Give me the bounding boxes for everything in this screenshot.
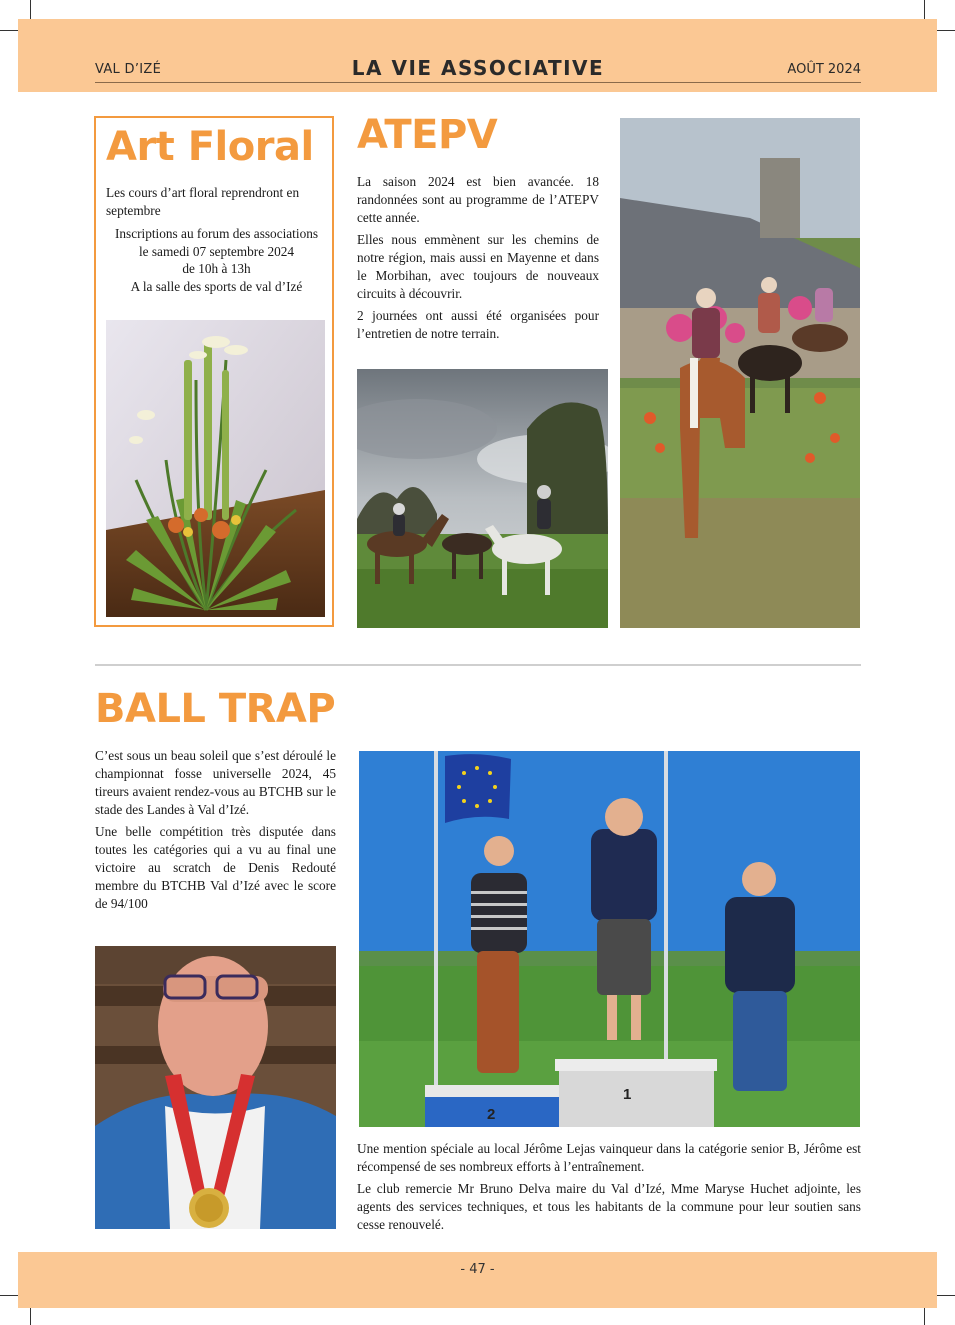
page-number: - 47 - xyxy=(460,1262,495,1277)
crop-mark xyxy=(30,0,31,20)
atepv-text xyxy=(357,173,599,347)
header-date: AOÛT 2024 xyxy=(787,62,861,77)
crop-mark xyxy=(0,30,20,31)
art-floral-line: le samedi 07 septembre 2024 xyxy=(138,243,295,259)
ball-trap-text xyxy=(95,747,336,917)
footer-band xyxy=(18,1252,937,1308)
page-header xyxy=(95,58,861,83)
art-floral-title: Art Floral xyxy=(106,124,314,170)
atepv-paragraph: Elles nous emmènent sur les chemins de notre région, mais aussi en Mayenne et dans le Morbihan, avec toujours de nouveaux circuits à découvrir. xyxy=(357,232,599,301)
ball-trap-paragraph: C’est sous un beau soleil que s’est déroulé le championnat fosse universelle 2024, 45 tireurs avaient rendez-vous au BTCHB sur le stade des Landes à Val d’Izé. xyxy=(95,748,336,817)
podium-photo xyxy=(359,751,860,1127)
art-floral-intro: Les cours d’art floral reprendront en septembre xyxy=(106,185,300,218)
podium-first-label: 1 xyxy=(623,1086,632,1103)
art-floral-line: de 10h à 13h xyxy=(182,261,251,276)
atepv-paragraph: 2 journées ont aussi été organisées pour l’entretien de notre terrain. xyxy=(357,308,599,341)
section-title: LA VIE ASSOCIATIVE xyxy=(351,56,605,80)
horse-riders-field-photo xyxy=(357,369,608,628)
ball-trap-title: BALL TRAP xyxy=(95,686,336,732)
crop-mark xyxy=(924,0,925,20)
art-floral-text xyxy=(106,184,327,295)
art-floral-line: A la salle des sports de val d’Izé xyxy=(130,278,303,294)
ball-trap-text-lower xyxy=(357,1140,861,1238)
floral-arrangement-photo xyxy=(106,320,325,617)
horse-riders-village-photo xyxy=(620,118,860,628)
medal-winner-selfie-photo xyxy=(95,946,336,1229)
section-divider xyxy=(95,664,861,666)
crop-mark xyxy=(924,1305,925,1325)
ball-trap-paragraph: Une belle compétition très disputée dans toutes les catégories qui a vu au final une victoire au scratch de Denis Redouté membre du BTCHB Val d’Izé avec le score de 94/100 xyxy=(95,824,336,911)
crop-mark xyxy=(935,30,955,31)
ball-trap-paragraph: Une mention spéciale au local Jérôme Lejas vainqueur dans la catégorie senior B, Jérôme est récompensé de ses nombreux efforts à l’entraînement. xyxy=(357,1141,861,1174)
ball-trap-paragraph: Le club remercie Mr Bruno Delva maire du Val d’Izé, Mme Maryse Huchet adjointe, les agents des services techniques, et tous les habitants de la commune pour leur soutien sans cesse renouvelé. xyxy=(357,1181,861,1232)
art-floral-line: Inscriptions au forum des associations xyxy=(114,226,319,241)
crop-mark xyxy=(0,1295,20,1296)
crop-mark xyxy=(30,1305,31,1325)
header-location: VAL D’IZÉ xyxy=(95,62,162,77)
podium-second-label: 2 xyxy=(487,1106,496,1123)
atepv-paragraph: La saison 2024 est bien avancée. 18 randonnées sont au programme de l’ATEPV cette année. xyxy=(357,174,599,225)
crop-mark xyxy=(935,1295,955,1296)
atepv-title: ATEPV xyxy=(357,112,498,158)
